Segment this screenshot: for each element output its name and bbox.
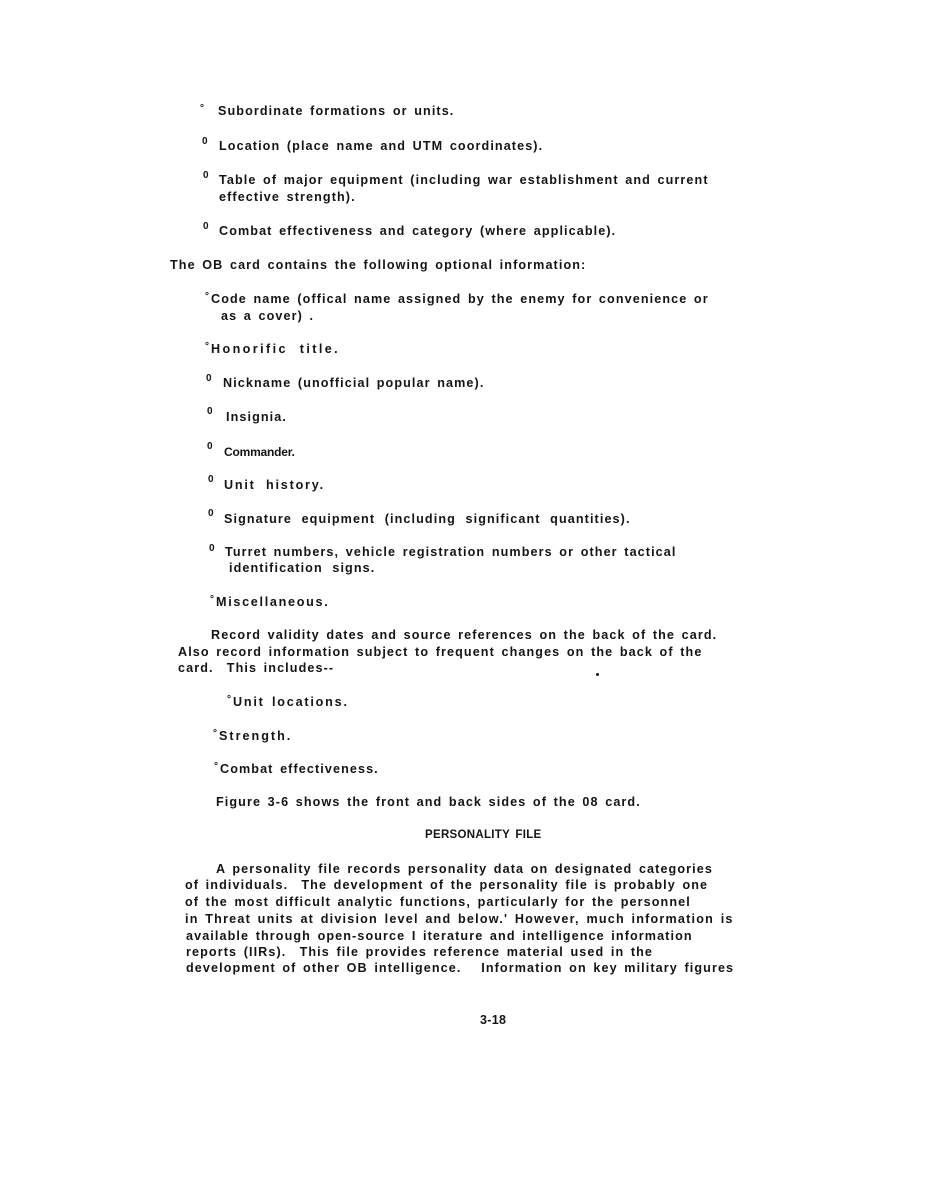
- paragraph-line: A personality file records personality data on designated categories: [216, 862, 713, 876]
- list-item: Turret numbers, vehicle registration numbers or other tactical: [225, 545, 677, 559]
- stray-mark: [596, 673, 599, 676]
- page-number: 3-18: [480, 1013, 507, 1027]
- paragraph-line: Record validity dates and source references on the back of the card.: [211, 628, 718, 642]
- bullet-marker: °: [210, 594, 214, 605]
- list-item: Unit history.: [224, 478, 325, 492]
- list-item: Honorific title.: [211, 342, 341, 356]
- list-item: Combat effectiveness.: [220, 762, 379, 776]
- list-item: Location (place name and UTM coordinates).: [219, 139, 544, 153]
- paragraph-line: in Threat units at division level and below.' However, much information is: [185, 912, 734, 926]
- bullet-marker: 0: [208, 508, 214, 519]
- bullet-marker: °: [205, 291, 209, 302]
- paragraph-line: Also record information subject to frequent changes on the back of the: [178, 645, 703, 659]
- section-heading: PERSONALITY FILE: [425, 829, 542, 841]
- bullet-marker: °: [200, 103, 204, 114]
- list-item: Nickname (unofficial popular name).: [223, 376, 485, 390]
- list-item-continuation: effective strength).: [219, 190, 356, 204]
- paragraph-line: of individuals. The development of the personality file is probably one: [185, 878, 709, 892]
- list-item: Signature equipment (including significant quantities).: [224, 512, 631, 526]
- list-item: Insignia.: [226, 410, 287, 424]
- paragraph-line: available through open-source I iterature and intelligence information: [186, 929, 693, 943]
- bullet-marker: 0: [203, 170, 209, 181]
- bullet-marker: °: [227, 694, 231, 705]
- paragraph-line: development of other OB intelligence. Information on key military figures: [186, 961, 735, 975]
- list-item-continuation: identification signs.: [229, 561, 376, 575]
- bullet-marker: 0: [202, 136, 208, 147]
- bullet-marker: 0: [208, 474, 214, 485]
- bullet-marker: 0: [209, 543, 215, 554]
- bullet-marker: °: [214, 761, 218, 772]
- paragraph-line: card. This includes--: [178, 661, 335, 675]
- figure-reference: Figure 3-6 shows the front and back sides of the 08 card.: [216, 795, 641, 809]
- bullet-marker: 0: [203, 221, 209, 232]
- list-item: Unit locations.: [233, 695, 349, 709]
- list-item: Subordinate formations or units.: [218, 104, 455, 118]
- list-item: Table of major equipment (including war establishment and current: [219, 173, 709, 187]
- list-item: Code name (offical name assigned by the enemy for convenience or: [211, 292, 709, 306]
- bullet-marker: °: [213, 728, 217, 739]
- list-item: Commander.: [224, 445, 295, 459]
- bullet-marker: °: [205, 341, 209, 352]
- bullet-marker: 0: [207, 406, 213, 417]
- paragraph-line: of the most difficult analytic functions, particularly for the personnel: [185, 895, 691, 909]
- list-item-continuation: as a cover) .: [221, 309, 315, 323]
- list-item: Combat effectiveness and category (where applicable).: [219, 224, 617, 238]
- paragraph-line: reports (IIRs). This file provides reference material used in the: [186, 945, 654, 959]
- list-item: Miscellaneous.: [216, 595, 330, 609]
- bullet-marker: 0: [207, 441, 213, 452]
- list-item: Strength.: [219, 729, 293, 743]
- bullet-marker: 0: [206, 373, 212, 384]
- paragraph-line: The OB card contains the following optional information:: [170, 258, 587, 272]
